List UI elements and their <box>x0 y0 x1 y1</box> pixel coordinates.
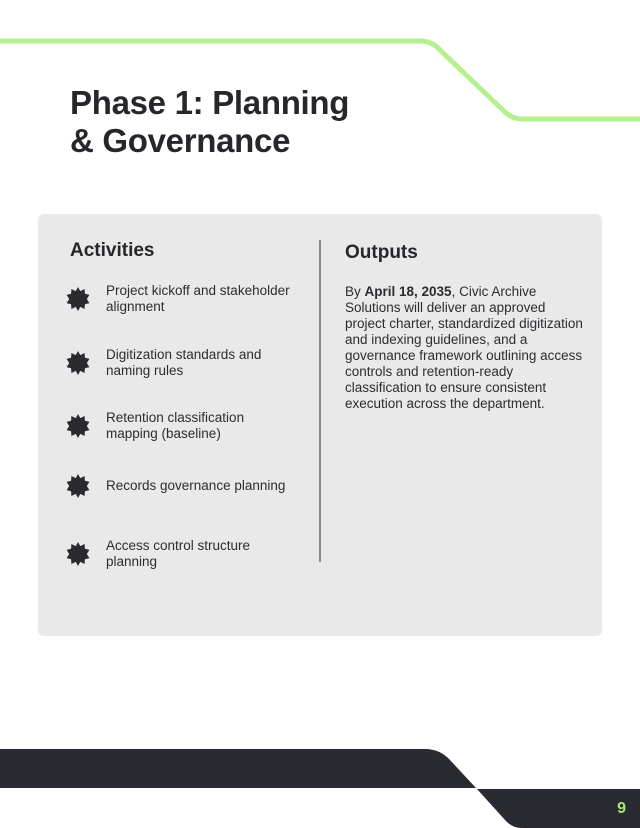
activity-text: Project kickoff and stakeholder alignment <box>106 283 290 314</box>
footer-band-bottom <box>477 789 640 828</box>
page-title: Phase 1: Planning & Governance <box>70 84 350 159</box>
activity-text: Retention classification mapping (baseline) <box>106 410 245 441</box>
activity-item <box>66 347 296 379</box>
activity-item <box>66 410 296 442</box>
outputs-date: April 18, 2035 <box>364 284 452 299</box>
outputs-text <box>345 284 585 412</box>
starburst-bullet-icon <box>66 474 90 498</box>
activity-text: Records governance planning <box>106 478 286 493</box>
outputs-body: , Civic Archive Solutions will deliver an approved project charter, standardized digitization and indexing guidelines, and a governance framework outlining access controls and retention-ready classification to ensure consistent execution across the department. <box>345 284 583 411</box>
outputs-heading: Outputs <box>345 242 418 263</box>
activity-text: Digitization standards and naming rules <box>106 347 262 378</box>
starburst-bullet-icon <box>66 414 90 438</box>
activity-text: Access control structure planning <box>106 538 251 569</box>
starburst-bullet-icon <box>66 542 90 566</box>
activities-heading: Activities <box>70 240 155 261</box>
starburst-bullet-icon <box>66 351 90 375</box>
starburst-bullet-icon <box>66 287 90 311</box>
column-divider <box>319 240 321 562</box>
page-number: 9 <box>617 800 626 817</box>
phase-card <box>38 214 602 636</box>
activity-item <box>66 538 296 570</box>
outputs-prefix: By <box>345 284 365 299</box>
footer-band-top <box>0 749 476 788</box>
activity-item <box>66 474 296 498</box>
activity-item <box>66 283 296 315</box>
